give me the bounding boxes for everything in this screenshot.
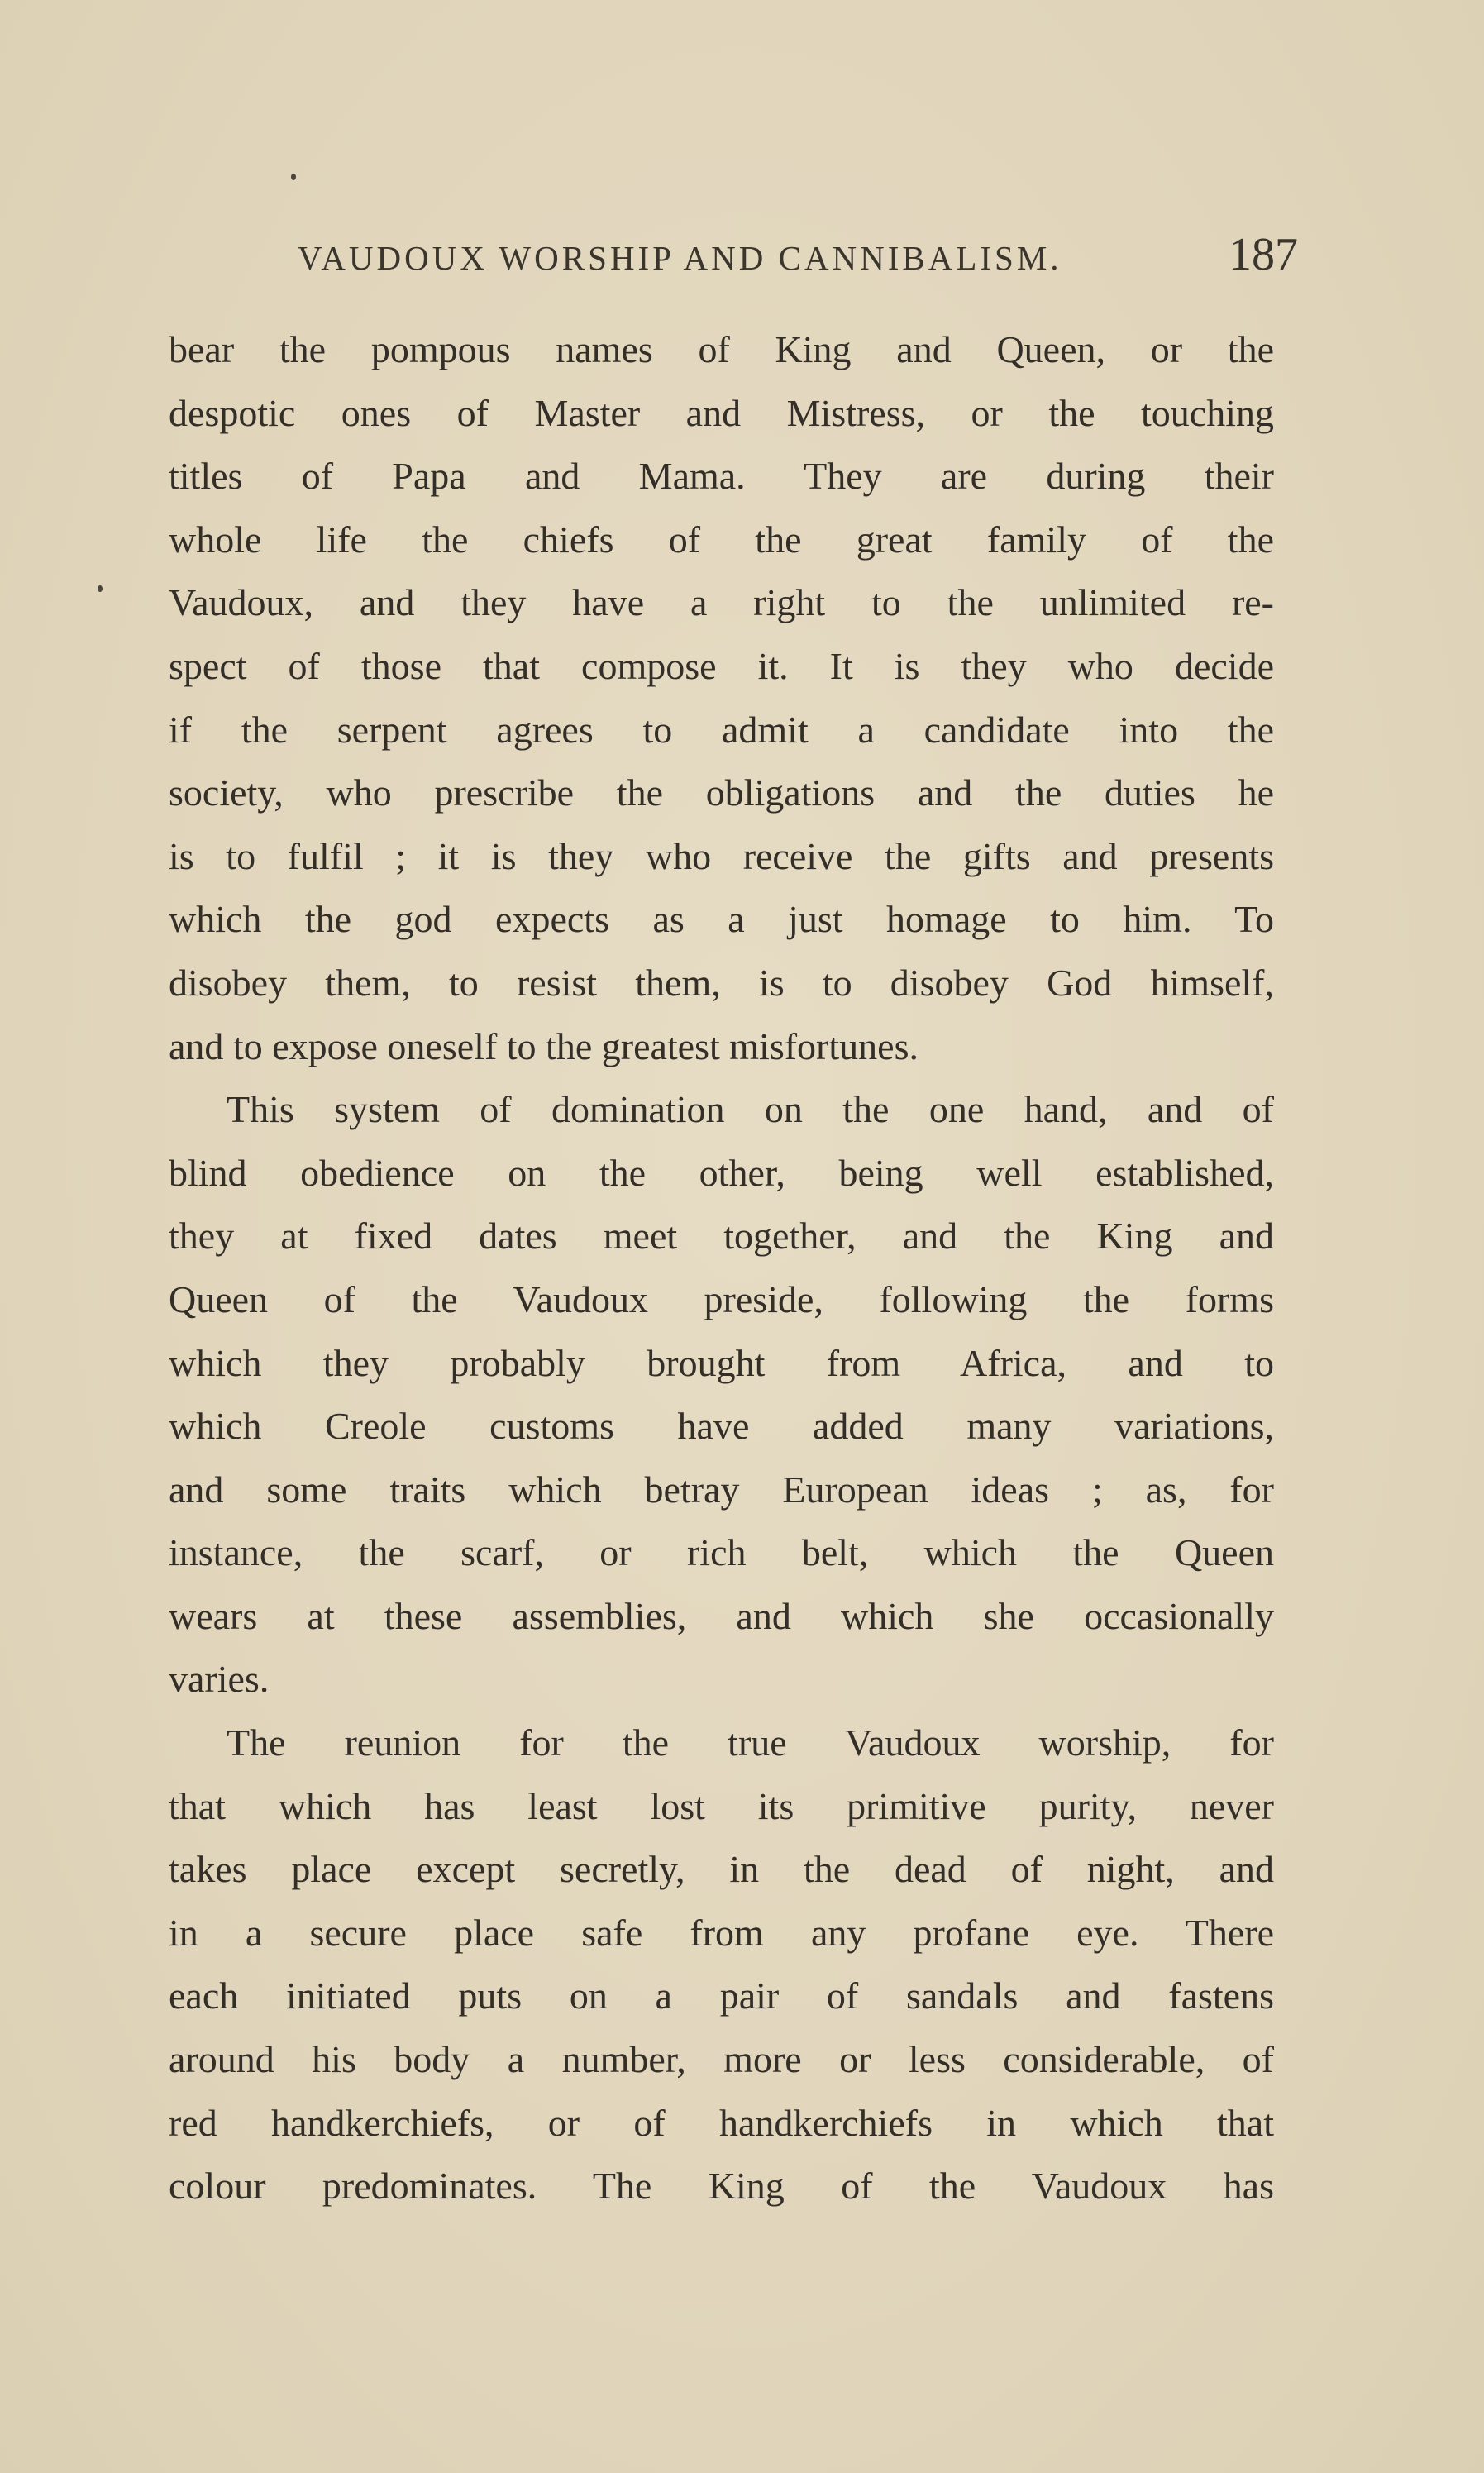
text-line: which the god expects as a just homage to him. To xyxy=(169,898,1274,941)
text-line: Vaudoux, and they have a right to the unlimited re- xyxy=(169,581,1274,624)
ink-speck xyxy=(98,585,103,592)
paragraph-first-line: The reunion for the true Vaudoux worship, for xyxy=(227,1721,1274,1764)
page-number: 187 xyxy=(1229,229,1298,280)
text-line: wears at these assemblies, and which she occasionally xyxy=(169,1594,1274,1637)
text-line: and some traits which betray European ideas ; as, for xyxy=(169,1468,1274,1511)
text-line: Queen of the Vaudoux preside, following the forms xyxy=(169,1277,1274,1320)
text-line: whole life the chiefs of the great family of the xyxy=(169,518,1274,561)
running-head xyxy=(298,223,1298,281)
body-text xyxy=(169,318,1274,2218)
text-line: disobey them, to resist them, is to disobey God himself, xyxy=(169,961,1274,1004)
text-line: if the serpent agrees to admit a candidate into the xyxy=(169,708,1274,751)
text-line: that which has least lost its primitive purity, never xyxy=(169,1784,1274,1827)
text-line: varies. xyxy=(169,1658,270,1701)
text-line: spect of those that compose it. It is they who decide xyxy=(169,644,1274,687)
text-line: takes place except secretly, in the dead of night, and xyxy=(169,1848,1274,1891)
text-line: colour predominates. The King of the Vaudoux has xyxy=(169,2165,1274,2208)
text-line: is to fulfil ; it is they who receive the gifts and presents xyxy=(169,834,1274,877)
text-line: and to expose oneself to the greatest misfortunes. xyxy=(169,1024,919,1067)
text-line: each initiated puts on a pair of sandals and fastens xyxy=(169,1974,1274,2017)
paragraph-first-line: This system of domination on the one hand, and of xyxy=(227,1088,1274,1131)
text-line: which Creole customs have added many variations, xyxy=(169,1405,1274,1448)
running-title: VAUDOUX WORSHIP AND CANNIBALISM. xyxy=(298,239,1062,277)
text-line: in a secure place safe from any profane eye. There xyxy=(169,1911,1274,1954)
text-line: bear the pompous names of King and Queen, or the xyxy=(169,328,1274,370)
text-line: red handkerchiefs, or of handkerchiefs in which that xyxy=(169,2101,1274,2144)
text-line: around his body a number, more or less considerable, of xyxy=(169,2038,1274,2081)
text-line: titles of Papa and Mama. They are during their xyxy=(169,455,1274,498)
text-line: blind obedience on the other, being well established, xyxy=(169,1151,1274,1194)
ink-speck xyxy=(291,174,296,180)
text-line: which they probably brought from Africa, and to xyxy=(169,1341,1274,1384)
text-line: instance, the scarf, or rich belt, which the Queen xyxy=(169,1531,1274,1574)
text-line: society, who prescribe the obligations and the duties he xyxy=(169,771,1274,814)
text-line: they at fixed dates meet together, and the King and xyxy=(169,1215,1274,1258)
text-line: despotic ones of Master and Mistress, or the touching xyxy=(169,391,1274,434)
